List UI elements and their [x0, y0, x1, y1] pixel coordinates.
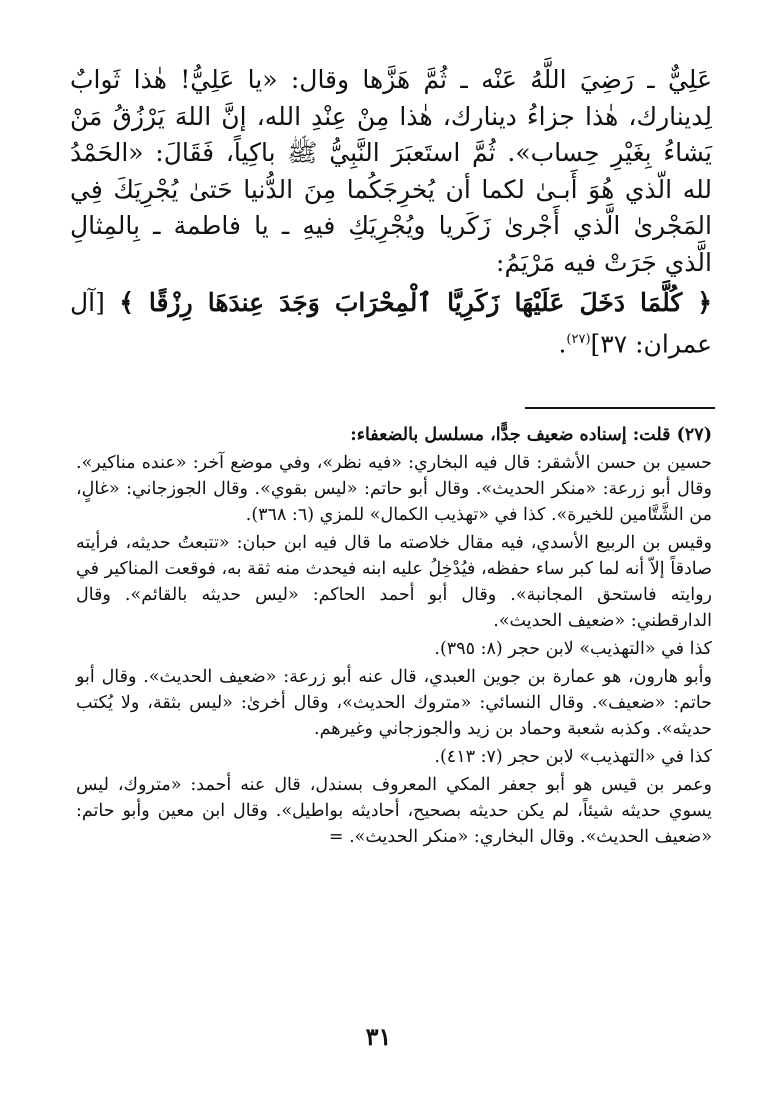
main-text — [70, 62, 712, 362]
main-line: لكما أن يُخرِجَكُما مِنَ الدُّنيا حَتىٰ يُجْرِيَكَ فِي المَجْرىٰ الَّذي أَجْرىٰ — [70, 174, 712, 240]
footnote-reference: (٢٧) — [566, 331, 591, 347]
footnote-paragraph: وقيس بن الربيع الأسدي، فيه مقال خلاصته ما قال فيه ابن حبان: «تتبعتُ حديثه، فرأيته صادقاً إلاّ أنه لما كبر ساء حفظه، فيُدْخِلُ عليه ابنه فيحدث منه ثقة به، فوقعت المناكير في روايته فاستحق المجانبة». وقال أبو أحمد الحاكم: «ليس حديثه بالقائم». وقال الدارقطني: «ضعيف الحديث». — [76, 533, 712, 631]
footnote-paragraph: وعمر بن قيس هو أبو جعفر المكي المعروف بسندل، قال عنه أحمد: «متروك، ليس يسوي حديثه شيئاً، لم يكن حديثه بصحيح، أحاديثه بواطيل». وقال ابن معين وأبو حاتم: «ضعيف الحديث». وقال البخاري: «منكر الحديث». = — [76, 775, 712, 847]
quran-verse: ﴿ كُلَّمَا دَخَلَ عَلَيْهَا زَكَرِيَّا ٱلْمِحْرَابَ وَجَدَ عِندَهَا رِزْقًا ﴾ — [119, 288, 713, 317]
main-line: حِساب». ثُمَّ استَعبَرَ النَّبِيُّ ﷺ باكِياً، فَقَالَ: «الحَمْدُ لله الّذي هُوَ أَبـىٰ — [70, 138, 712, 204]
main-line: هٰذا جزاءُ دينارك، هٰذا مِنْ عِنْدِ الله، إنَّ اللهَ يَرْزُقُ مَنْ يَشاءُ بِغَيْرِ — [70, 101, 713, 167]
main-line: عَلِيٌّ ـ رَضِيَ اللَّهُ عَنْه ـ ثُمَّ هَزَّها وقال: «يا عَلِيُّ! هٰذا ثَوابٌ لِدينارك، — [70, 65, 712, 131]
main-line: زَكَريا ويُجْرِيَكِ فيهِ ـ يا فاطمة ـ بِالمِثالِ الَّذي جَرَتْ فيه مَرْيَمُ: — [70, 211, 712, 277]
quran-verse-line: ﴿ كُلَّمَا دَخَلَ عَلَيْهَا زَكَرِيَّا ٱلْمِحْرَابَ وَجَدَ عِندَهَا رِزْقًا ﴾ [آل عمران: ٣٧]$^{(٢٧)}$. — [70, 288, 713, 358]
footnote-paragraph: وأبو هارون، هو عمارة بن جوين العبدي، قال عنه أبو زرعة: «ضعيف الحديث». وقال أبو حاتم: «ضعيف». وقال النسائي: «متروك الحديث»، وقال أخرىٰ: «ليس بثقة، ولا يُكتب حديثه». وكذبه شعبة وحماد بن زيد والجوزجاني وغيرهم. — [76, 667, 712, 739]
footnote-paragraph: كذا في «التهذيب» لابن حجر (٧: ٤١٣). — [434, 747, 712, 767]
footnote-heading: (٢٧) قلت: إسناده ضعيف جدًّا، مسلسل بالضعفاء: — [350, 425, 712, 445]
page-number: ٣١ — [365, 1022, 392, 1051]
verse-citation: [آل عمران: ٣٧] — [70, 288, 712, 358]
footnote-separator — [525, 407, 715, 409]
footnote-paragraph: كذا في «التهذيب» لابن حجر (٨: ٣٩٥). — [434, 639, 712, 659]
footnote-paragraph: حسين بن حسن الأشقر: قال فيه البخاري: «فيه نظر»، وفي موضع آخر: «عنده مناكير». وقال أبو زرعة: «منكر الحديث». وقال أبو حاتم: «ليس بقوي». وقال الجوزجاني: «غالٍ، من الشَّتَّامين للخيرة». كذا في «تهذيب الكمال» للمزي (٦: ٣٦٨). — [76, 453, 712, 525]
main-paragraph — [70, 62, 712, 362]
footnotes — [76, 422, 712, 852]
